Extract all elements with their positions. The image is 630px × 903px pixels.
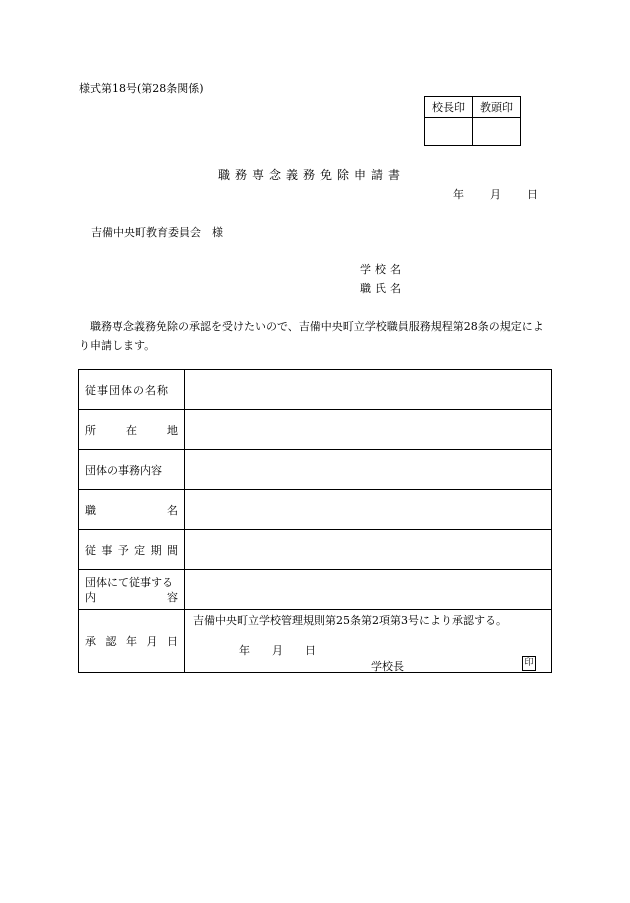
- vice-principal-stamp-box[interactable]: [473, 118, 521, 146]
- approval-char-1: 承: [85, 635, 96, 648]
- period-field[interactable]: [185, 530, 552, 570]
- period-char-6: 間: [166, 543, 178, 557]
- approval-principal-label: 学校長: [371, 660, 404, 673]
- period-label: [79, 530, 185, 570]
- form-number: 様式第18号(第28条関係): [79, 82, 204, 95]
- period-char-3: 予: [117, 543, 129, 557]
- location-char-1: 所: [85, 423, 96, 437]
- period-char-1: 従: [85, 543, 96, 557]
- application-table: [78, 369, 552, 673]
- approval-char-5: 日: [167, 635, 178, 648]
- location-char-3: 地: [167, 423, 178, 437]
- position-char-2: 名: [167, 503, 178, 517]
- principal-stamp-box[interactable]: [425, 118, 473, 146]
- location-label: [79, 410, 185, 450]
- org-business-field[interactable]: [185, 450, 552, 490]
- position-label: [79, 490, 185, 530]
- school-name-label: 学校名: [360, 263, 405, 276]
- org-name-label: [79, 370, 185, 410]
- date-month: 月: [490, 188, 501, 201]
- addressee: 吉備中央町教育委員会 様: [91, 226, 223, 239]
- org-name-text: 従事団体の名称: [85, 383, 169, 397]
- date-year: 年: [453, 188, 464, 201]
- content-field[interactable]: [185, 570, 552, 610]
- approval-field: [185, 610, 552, 673]
- org-business-label: [79, 450, 185, 490]
- org-name-field[interactable]: [185, 370, 552, 410]
- document-title: 職務専念義務免除申請書: [218, 168, 406, 182]
- vice-principal-stamp-label: 教頭印: [473, 97, 521, 118]
- seal-mark[interactable]: 印: [522, 656, 536, 671]
- content-char-2: 容: [167, 590, 178, 604]
- approval-label: [79, 610, 185, 673]
- position-char-1: 職: [85, 503, 96, 517]
- approval-char-3: 年: [126, 635, 137, 648]
- application-body: 職務専念義務免除の承認を受けたいので、吉備中央町立学校職員服務規程第28条の規定により申請します。: [79, 320, 544, 352]
- approval-char-4: 月: [146, 635, 158, 648]
- approval-date: 年 月 日: [239, 644, 316, 657]
- principal-stamp-label: 校長印: [425, 97, 473, 118]
- position-name-label: 職氏名: [360, 282, 405, 295]
- content-label: [79, 570, 185, 610]
- date-day: 日: [527, 188, 538, 201]
- content-char-1: 内: [85, 590, 96, 604]
- application-date: [453, 186, 538, 202]
- location-field[interactable]: [185, 410, 552, 450]
- content-line-1: 団体にて従事する: [85, 575, 173, 589]
- period-char-2: 事: [101, 543, 113, 557]
- period-char-4: 定: [134, 543, 146, 557]
- period-char-5: 期: [150, 543, 162, 557]
- org-business-text: 団体の事務内容: [85, 463, 162, 477]
- approval-statement: 吉備中央町立学校管理規則第25条第2項第3号により承認する。: [193, 614, 507, 627]
- position-field[interactable]: [185, 490, 552, 530]
- location-char-2: 在: [126, 423, 137, 437]
- approval-char-2: 認: [105, 635, 117, 648]
- stamp-table: [424, 96, 521, 146]
